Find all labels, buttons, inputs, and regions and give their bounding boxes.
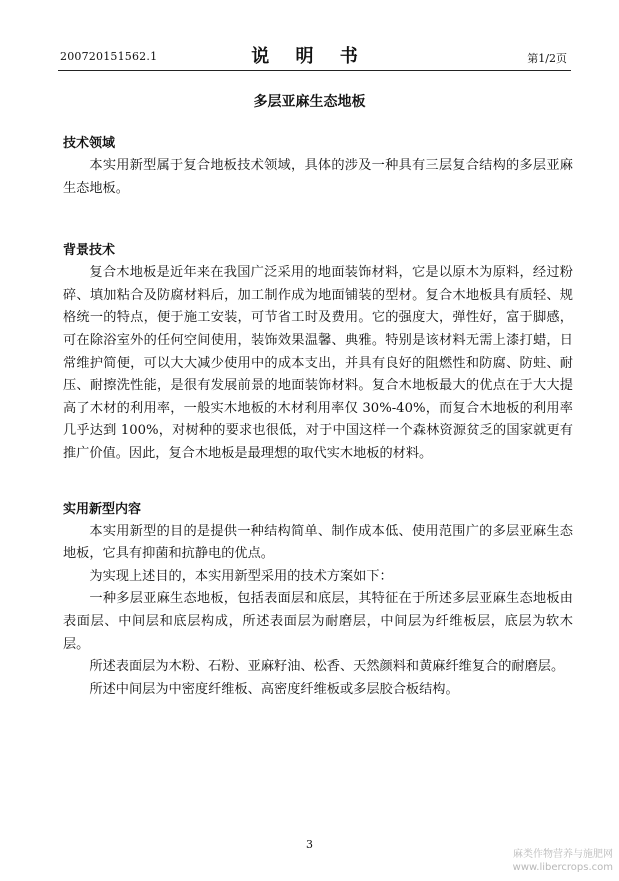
header-divider bbox=[58, 70, 571, 71]
section-heading: 技术领域 bbox=[63, 136, 116, 151]
document-body bbox=[63, 133, 573, 701]
paragraph: 所述表面层为木粉、石粉、亚麻籽油、松香、天然颜料和黄麻纤维复合的耐磨层。 bbox=[89, 659, 565, 675]
section-background bbox=[63, 240, 573, 465]
page-number: 3 bbox=[306, 838, 313, 851]
paragraph: 一种多层亚麻生态地板，包括表面层和底层，其特征在于所述多层亚麻生态地板由表面层、中间层和底层构成，所述表面层为耐磨层，中间层为纤维板层，底层为软木层。 bbox=[63, 591, 573, 652]
paragraph: 为实现上述目的，本实用新型采用的技术方案如下： bbox=[89, 568, 393, 584]
page-label: 第1/2页 bbox=[527, 52, 567, 65]
paragraph: 本实用新型属于复合地板技术领域，具体的涉及一种具有三层复合结构的多层亚麻生态地板。 bbox=[63, 158, 573, 196]
document-title: 多层亚麻生态地板 bbox=[253, 94, 366, 110]
paragraph: 本实用新型的目的是提供一种结构简单、制作成本低、使用范围广的多层亚麻生态地板，它具有抑菌和抗静电的优点。 bbox=[63, 523, 573, 562]
watermark bbox=[493, 848, 613, 874]
paragraph: 所述中间层为中密度纤维板、高密度纤维板或多层胶合板结构。 bbox=[89, 681, 459, 697]
paragraph: 复合木地板是近年来在我国广泛采用的地面装饰材料，它是以原木为原料，经过粉碎、填加粘合及防腐材料后，加工制作成为地面铺装的型材。复合木地板具有质轻、规格统一的特点，便于施工安装，可节省工时及费用。它的强度大，弹性好，富于脚感，可在除浴室外的任何空间使用，装饰效果温馨、典雅。特别是该材料无需上漆打蜡，日常维护简便，可以大大减少使用中的成本支出，并具有良好的阻燃性和防腐、防蛀、耐压、耐擦洗性能，是很有发展前景的地面装饰材料。复合木地板最大的优点在于大大提高了木材的利用率，一般实木地板的木材利用率仅 30%-40%，而复合木地板的利用率几乎达到 100%，对树种的要求也很低，对于中国这样一个森林资源贫乏的国家就更有推广价值。因此，复合木地板是最理想的取代实木地板的材料。 bbox=[63, 265, 573, 461]
watermark-url: www.libercrops.com bbox=[512, 862, 613, 873]
watermark-site-name: 麻类作物营养与施肥网 bbox=[513, 849, 613, 860]
section-technical-field bbox=[63, 133, 573, 200]
document-number: 200720151562.1 bbox=[60, 50, 158, 63]
section-utility-model-content bbox=[63, 499, 573, 702]
section-heading: 实用新型内容 bbox=[63, 501, 142, 517]
section-heading: 背景技术 bbox=[63, 243, 116, 259]
document-type-heading: 说 明 书 bbox=[251, 46, 368, 67]
